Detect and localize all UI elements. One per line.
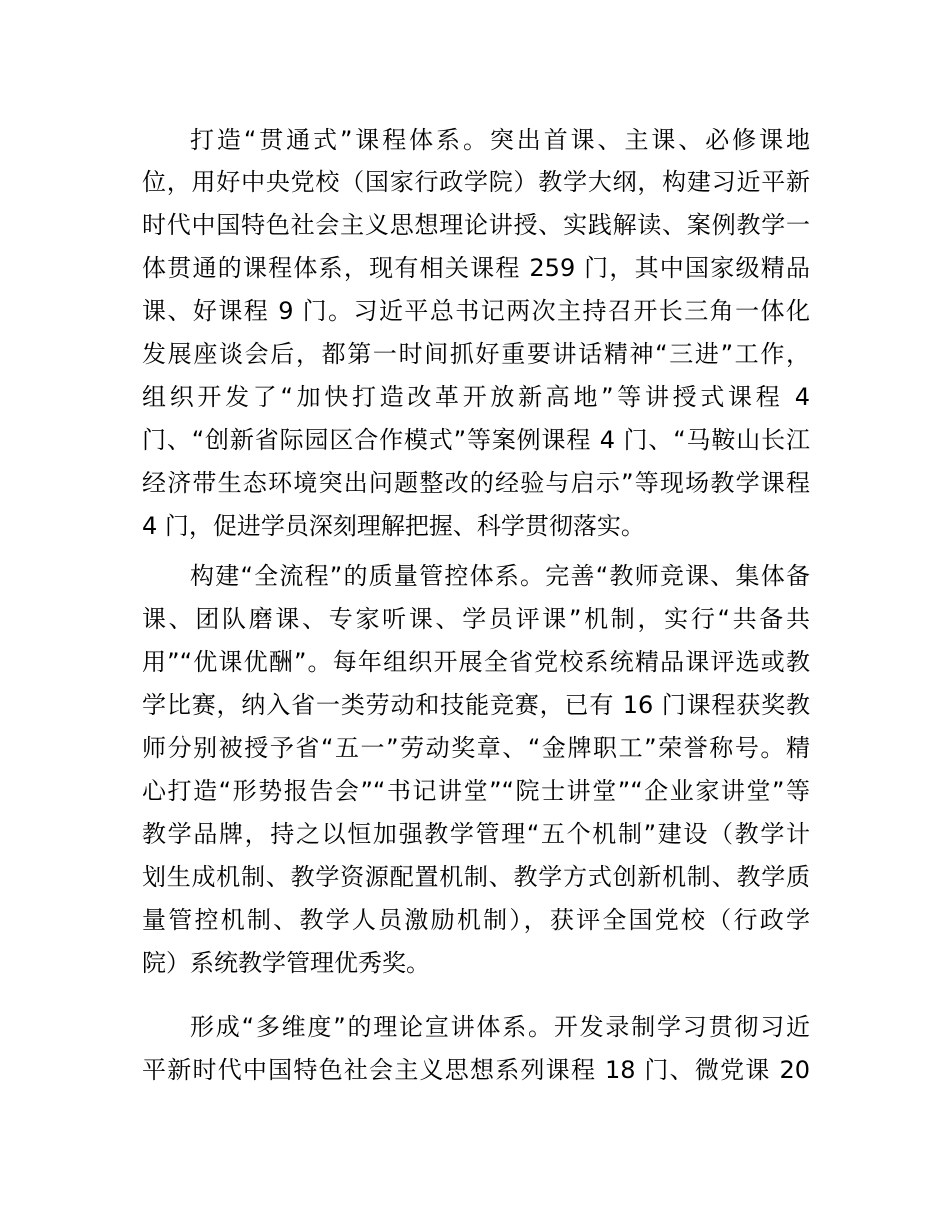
text-line: 形成“多维度”的理论宣讲体系。开发录制学习贯彻习近: [190, 1013, 810, 1041]
text-line: 发展座谈会后，都第一时间抓好重要讲话精神“三进”工作，: [142, 340, 810, 368]
text-line: 4 门，促进学员深刻理解把握、科学贯彻落实。: [142, 512, 645, 540]
text-line: 课、好课程 9 门。习近平总书记两次主持召开长三角一体化: [142, 297, 810, 325]
text-line: 平新时代中国特色社会主义思想系列课程 18 门、微党课 20: [142, 1056, 810, 1084]
text-line: 构建“全流程”的质量管控体系。完善“教师竞课、集体备: [190, 562, 810, 590]
text-line: 门、“创新省际园区合作模式”等案例课程 4 门、“马鞍山长江: [142, 426, 810, 454]
text-line: 院）系统教学管理优秀奖。: [142, 949, 430, 977]
text-line: 时代中国特色社会主义思想理论讲授、实践解读、案例教学一: [142, 211, 810, 239]
text-line: 位，用好中央党校（国家行政学院）教学大纲，构建习近平新: [142, 168, 810, 196]
text-line: 课、团队磨课、专家听课、学员评课”机制，实行“共备共: [142, 605, 810, 633]
text-line: 体贯通的课程体系，现有相关课程 259 门，其中国家级精品: [142, 254, 810, 282]
text-line: 划生成机制、教学资源配置机制、教学方式创新机制、教学质: [142, 863, 810, 891]
text-line: 学比赛，纳入省一类劳动和技能竞赛，已有 16 门课程获奖教: [142, 691, 810, 719]
text-line: 师分别被授予省“五一”劳动奖章、“金牌职工”荣誉称号。精: [142, 734, 810, 762]
text-line: 经济带生态环境突出问题整改的经验与启示”等现场教学课程: [142, 469, 810, 497]
text-line: 用”“优课优酬”。每年组织开展全省党校系统精品课评选或教: [142, 648, 810, 676]
text-line: 量管控机制、教学人员激励机制），获评全国党校（行政学: [142, 906, 810, 934]
text-line: 教学品牌，持之以恒加强教学管理“五个机制”建设（教学计: [142, 820, 810, 848]
text-line: 心打造“形势报告会”“书记讲堂”“院士讲堂”“企业家讲堂”等: [142, 777, 810, 805]
text-line: 打造“贯通式”课程体系。突出首课、主课、必修课地: [190, 126, 810, 154]
text-line: 组织开发了“加快打造改革开放新高地”等讲授式课程 4: [142, 383, 810, 411]
